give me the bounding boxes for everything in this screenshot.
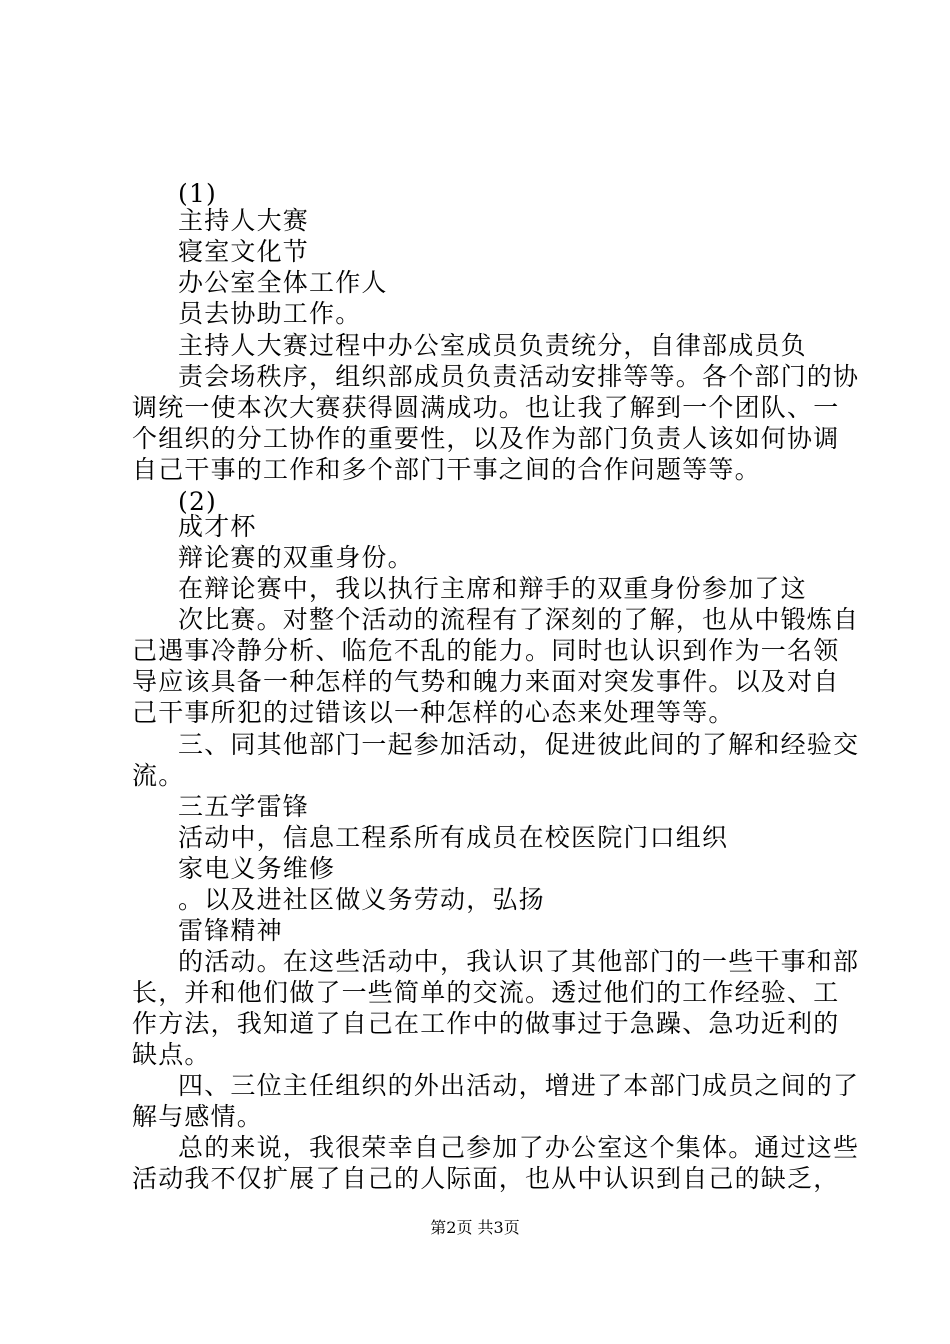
text-line: 自己干事的工作和多个部门干事之间的合作问题等等。 <box>132 455 761 484</box>
text-line: 主持人大赛 <box>178 206 310 235</box>
text-line: 三五学雷锋 <box>178 792 310 821</box>
text-line: 己干事所犯的过错该以一种怎样的心态来处理等等。 <box>132 698 735 727</box>
text-line: 个组织的分工协作的重要性，以及作为部门负责人该如何协调 <box>132 424 840 453</box>
section-heading: 四、三位主任组织的外出活动，增进了本部门成员之间的了 <box>178 1071 860 1100</box>
text-line: 活动中，信息工程系所有成员在校医院门口组织 <box>178 823 729 852</box>
text-line: 导应该具备一种怎样的气势和魄力来面对突发事件。以及对自 <box>132 667 840 696</box>
text-line: 主持人大赛过程中办公室成员负责统分，自律部成员负 <box>178 331 807 360</box>
text-line: 雷锋精神 <box>178 916 283 945</box>
text-line: 活动我不仅扩展了自己的人际面，也从中认识到自己的缺乏， <box>132 1164 840 1193</box>
text-line: 辩论赛的双重身份。 <box>178 543 414 572</box>
text-line: 次比赛。对整个活动的流程有了深刻的了解，也从中锻炼自 <box>178 605 860 634</box>
text-line: 缺点。 <box>132 1040 211 1069</box>
text-line: 作方法，我知道了自己在工作中的做事过于急躁、急功近利的 <box>132 1009 840 1038</box>
text-line: 己遇事冷静分析、临危不乱的能力。同时也认识到作为一名领 <box>132 636 840 665</box>
text-line: 长，并和他们做了一些简单的交流。透过他们的工作经验、工 <box>132 978 840 1007</box>
text-line: 成才杯 <box>178 512 257 541</box>
text-line: 流。 <box>132 761 185 790</box>
text-line: 寝室文化节 <box>178 237 310 266</box>
text-line: 办公室全体工作人 <box>178 268 388 297</box>
text-line: 员去协助工作。 <box>178 299 362 328</box>
page-number-footer: 第2页 共3页 <box>430 1218 520 1237</box>
text-line: (1) <box>178 179 218 208</box>
section-heading: 三、同其他部门一起参加活动，促进彼此间的了解和经验交 <box>178 730 860 759</box>
text-line: (2) <box>178 487 218 516</box>
text-line: 解与感情。 <box>132 1102 264 1131</box>
text-line: 在辩论赛中，我以执行主席和辩手的双重身份参加了这 <box>178 574 807 603</box>
text-line: 责会场秩序，组织部成员负责活动安排等等。各个部门的协 <box>178 362 860 391</box>
text-line: 的活动。在这些活动中，我认识了其他部门的一些干事和部 <box>178 947 860 976</box>
text-line: 家电义务维修 <box>178 854 336 883</box>
text-line: 调统一使本次大赛获得圆满成功。也让我了解到一个团队、一 <box>132 393 840 422</box>
text-line: 。以及进社区做义务劳动，弘扬 <box>178 885 545 914</box>
text-line: 总的来说，我很荣幸自己参加了办公室这个集体。通过这些 <box>178 1133 860 1162</box>
